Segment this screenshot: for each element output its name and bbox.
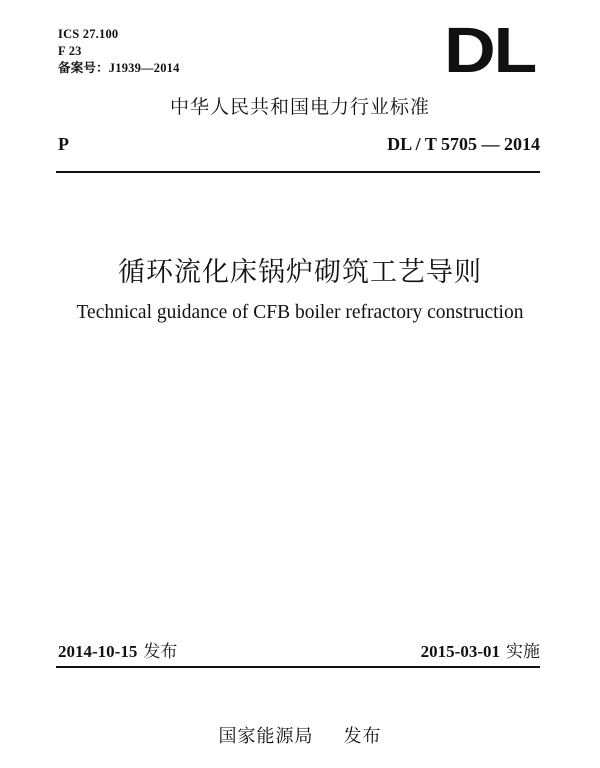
effective-date-line [360,637,540,662]
standard-organization: 中华人民共和国电力行业标准 [169,96,430,118]
ics-code: ICS 27.100 [58,27,119,41]
classification-code: F 23 [58,44,82,58]
header-divider [56,171,540,173]
publisher-name: 国家能源局 [218,726,314,747]
footer-divider [56,666,540,668]
record-number: 备案号：J1939—2014 [58,61,180,75]
publisher-action: 发布 [343,726,382,747]
issue-label: 发布 [143,642,178,662]
dl-logo: DL [444,14,536,86]
publisher-line [0,722,600,748]
standard-number: DL / T 5705 — 2014 [387,134,540,154]
document-title-chinese: 循环流化床锅炉砌筑工艺导则 [118,257,482,288]
standard-category: P [58,134,69,154]
issue-date-line [58,637,177,662]
document-title-english: Technical guidance of CFB boiler refractory construction [76,302,524,323]
effective-label: 实施 [506,642,540,662]
issue-date: 2014-10-15 [58,642,138,661]
effective-date: 2015-03-01 [420,642,500,661]
